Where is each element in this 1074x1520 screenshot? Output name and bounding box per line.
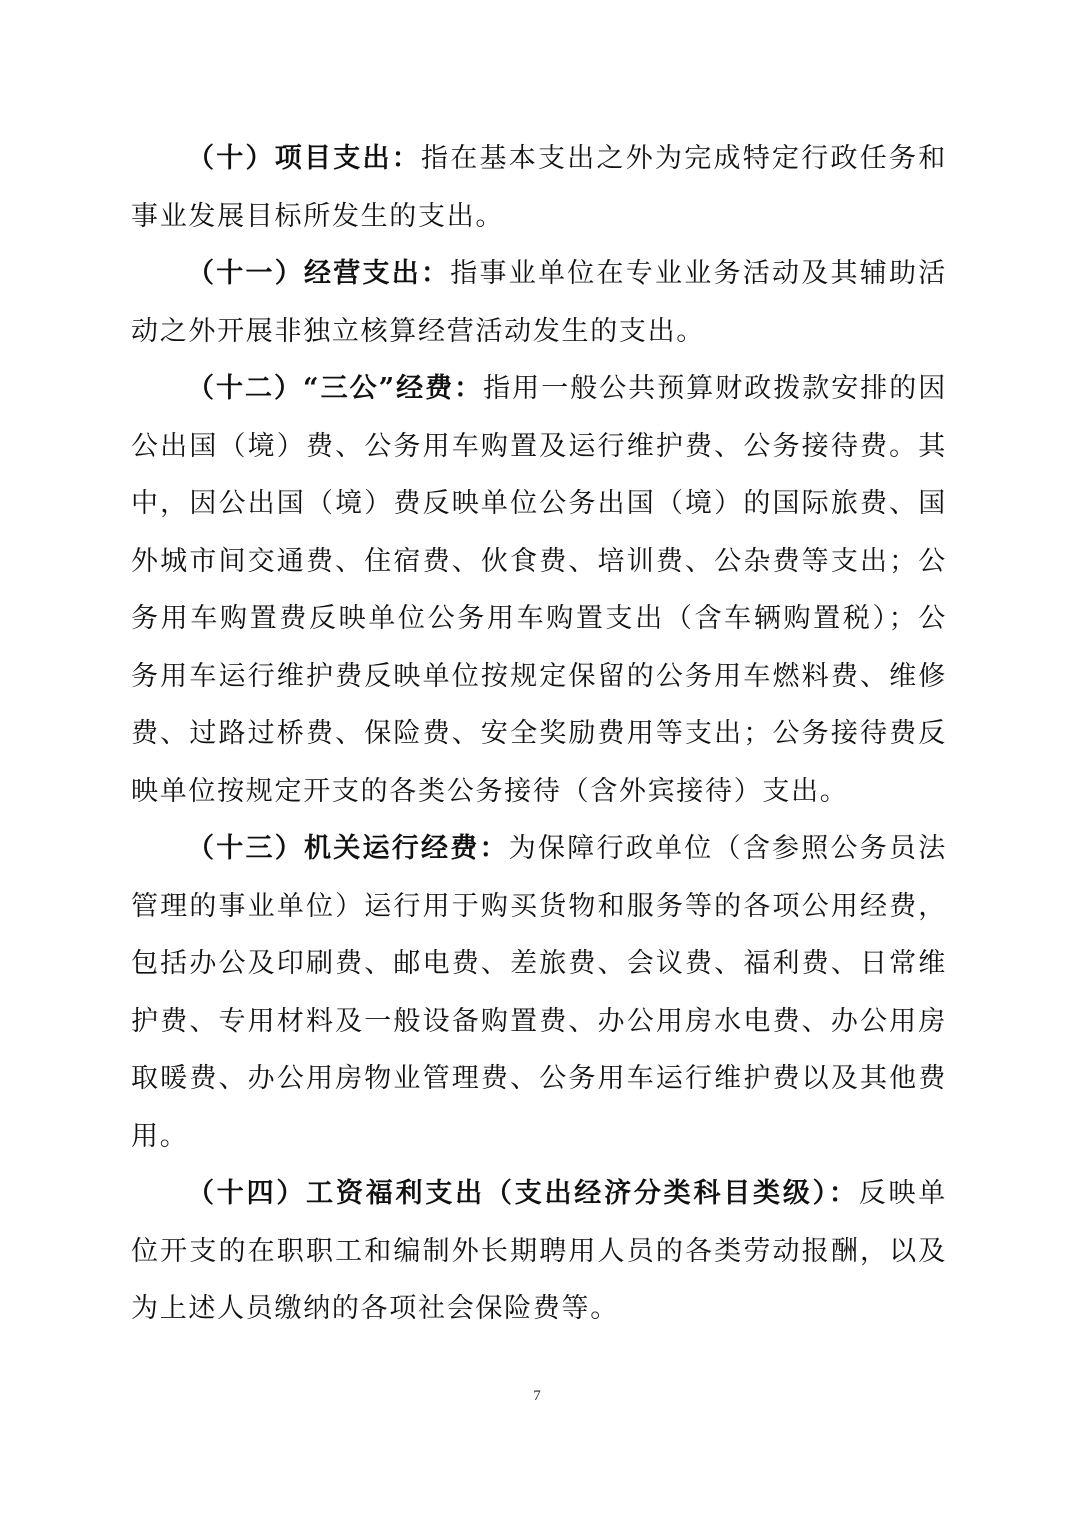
- paragraph-agency-operating-funds: [131, 820, 947, 1165]
- paragraph-three-public-funds: [131, 360, 947, 820]
- paragraph-body: 指在基本支出之外为完成特定行政任务和事业发展目标所发生的支出。: [131, 143, 947, 232]
- paragraph-heading: （十一）经营支出：: [187, 258, 451, 289]
- paragraph-body: 指事业单位在专业业务活动及其辅助活动之外开展非独立核算经营活动发生的支出。: [131, 258, 947, 347]
- paragraph-body: 为保障行政单位（含参照公务员法管理的事业单位）运行用于购买货物和服务等的各项公用经费，包括办公及印刷费、邮电费、差旅费、会议费、福利费、日常维护费、专用材料及一般设备购置费、办公用房水电费、办公用房取暖费、办公用房物业管理费、公务用车运行维护费以及其他费用。: [131, 833, 948, 1152]
- paragraph-operating-expenditure: [131, 245, 947, 360]
- paragraph-heading: （十）项目支出：: [187, 143, 422, 174]
- document-body: [131, 130, 947, 1338]
- paragraph-project-expenditure: [131, 130, 947, 245]
- paragraph-heading: （十二）“三公”经费：: [187, 373, 484, 404]
- paragraph-heading: （十四）工资福利支出（支出经济分类科目类级）：: [187, 1178, 859, 1209]
- paragraph-body: 反映单位开支的在职职工和编制外长期聘用人员的各类劳动报酬，以及为上述人员缴纳的各项社会保险费等。: [131, 1178, 947, 1324]
- paragraph-wage-welfare-expenditure: [131, 1165, 947, 1338]
- paragraph-heading: （十三）机关运行经费：: [187, 833, 509, 864]
- page-number: 7: [533, 1388, 541, 1404]
- paragraph-body: 指用一般公共预算财政拨款安排的因公出国（境）费、公务用车购置及运行维护费、公务接待费。其中，因公出国（境）费反映单位公务出国（境）的国际旅费、国外城市间交通费、住宿费、伙食费、培训费、公杂费等支出；公务用车购置费反映单位公务用车购置支出（含车辆购置税）；公务用车运行维护费反映单位按规定保留的公务用车燃料费、维修费、过路过桥费、保险费、安全奖励费用等支出；公务接待费反映单位按规定开支的各类公务接待（含外宾接待）支出。: [131, 373, 948, 807]
